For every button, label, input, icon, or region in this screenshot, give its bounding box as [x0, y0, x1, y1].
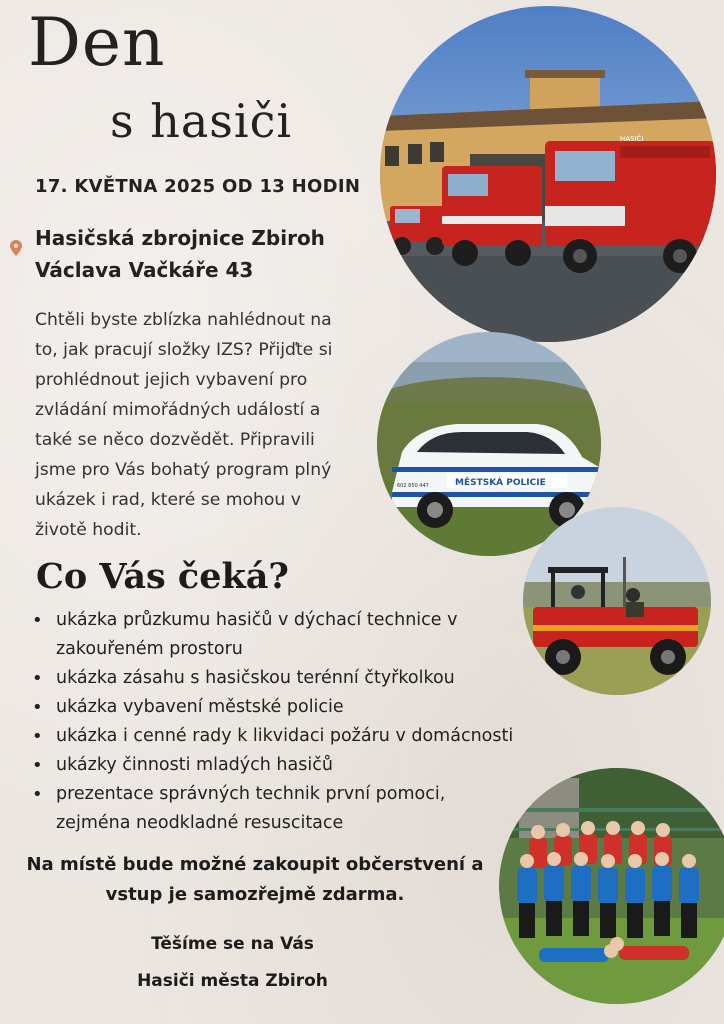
- program-list: [32, 606, 522, 838]
- closing-line-2: Hasiči města Zbiroh: [137, 971, 328, 991]
- event-date: 17. KVĚTNA 2025 OD 13 HODIN: [35, 176, 361, 197]
- refreshments-note: [0, 850, 510, 910]
- closing-line-1: Těšíme se na Vás: [151, 934, 314, 954]
- address-line-1: Hasičská zbrojnice Zbiroh: [35, 226, 325, 250]
- event-address: [35, 222, 325, 286]
- note-line-2: vstup je samozřejmě zdarma.: [105, 884, 405, 905]
- address-line-2: Václava Vačkáře 43: [35, 258, 254, 282]
- program-item-line: • ukázka i cenné rady k likvidaci požáru v domácnosti: [56, 726, 514, 746]
- program-item: [32, 693, 522, 722]
- young-firefighters-photo: [499, 768, 724, 1004]
- program-item: [32, 606, 522, 664]
- intro-line: také se něco dozvědět. Připravili: [35, 430, 315, 450]
- program-item-line: zakouřeném prostoru: [56, 639, 243, 659]
- program-item-line: • ukázka průzkumu hasičů v dýchací technice v: [56, 610, 458, 630]
- intro-line: prohlédnout jejich vybavení pro: [35, 370, 308, 390]
- program-item-line: • ukázka vybavení městské policie: [56, 697, 344, 717]
- police-car-phone: 602 850 447: [397, 483, 429, 489]
- fire-station-sign: HASIČI: [620, 135, 644, 143]
- program-item-line: • prezentace správných technik první pomoci,: [56, 784, 446, 804]
- program-item-line: zejména neodkladné resuscitace: [56, 813, 344, 833]
- program-item: [32, 722, 522, 751]
- intro-line: to, jak pracují složky IZS? Přijďte si: [35, 340, 333, 360]
- map-pin-icon: [10, 240, 22, 256]
- poster-title-line-2: s hasiči: [110, 94, 293, 148]
- program-item: [32, 664, 522, 693]
- program-item: [32, 780, 522, 838]
- fire-station-photo: [380, 6, 716, 342]
- poster-title-line-1: Den: [28, 4, 166, 81]
- program-item: [32, 751, 522, 780]
- intro-text: [35, 305, 380, 545]
- closing-signature: [0, 926, 465, 1000]
- program-title: Co Vás čeká?: [36, 556, 289, 597]
- note-line-1: Na místě bude možné zakoupit občerstvení a: [26, 854, 484, 875]
- intro-line: životě hodit.: [35, 520, 142, 540]
- intro-line: zvládání mimořádných událostí a: [35, 400, 321, 420]
- police-car-text: MĚSTSKÁ POLICIE: [455, 478, 546, 488]
- program-item-line: • ukázky činnosti mladých hasičů: [56, 755, 333, 775]
- fire-atv-photo: [523, 507, 711, 695]
- intro-line: Chtěli byste zblízka nahlédnout na: [35, 310, 332, 330]
- program-item-line: • ukázka zásahu s hasičskou terénní čtyřkolkou: [56, 668, 455, 688]
- intro-line: ukázek i rad, které se mohou v: [35, 490, 301, 510]
- intro-line: jsme pro Vás bohatý program plný: [35, 460, 332, 480]
